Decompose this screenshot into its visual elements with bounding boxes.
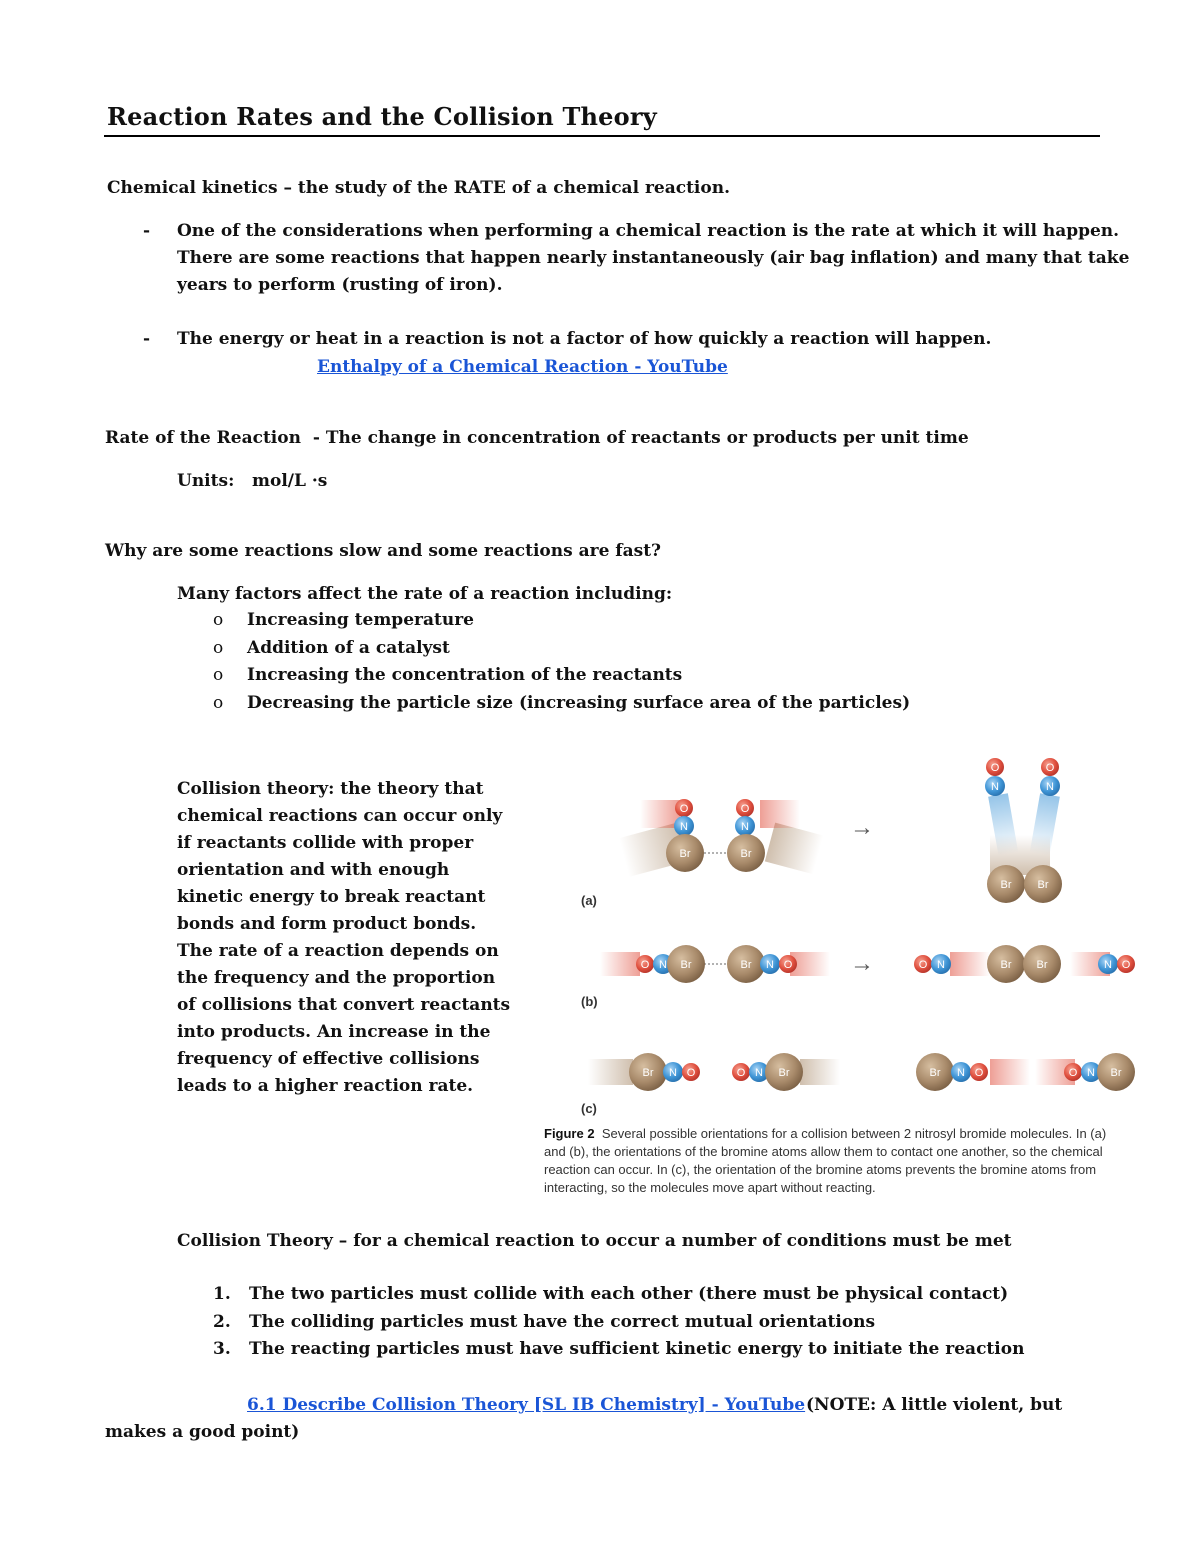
atom-label: Br <box>680 959 692 971</box>
atom-label: N <box>991 781 999 793</box>
atom-label: O <box>686 1067 696 1079</box>
kinetics-definition: Chemical kinetics – the study of the RATE of a chemical reaction. <box>107 178 731 198</box>
panel-label: (b) <box>581 994 598 1009</box>
atom-label: N <box>659 959 667 971</box>
caption-line: and (b), the orientations of the bromine atoms allow them to contact one another, so the chemical <box>544 1144 1103 1159</box>
page-title: Reaction Rates and the Collision Theory <box>107 102 657 131</box>
reaction-arrow: → <box>850 814 874 841</box>
text-line: frequency of effective collisions <box>177 1049 480 1069</box>
atom-label: N <box>1046 781 1054 793</box>
motion-trail <box>760 800 800 828</box>
text-line: chemical reactions can occur only <box>177 806 503 826</box>
collision-theory-video-link[interactable]: 6.1 Describe Collision Theory [SL IB Chemistry] - YouTube <box>247 1395 806 1415</box>
atom-label: Br <box>642 1067 654 1079</box>
atom-label: Br <box>1036 959 1048 971</box>
kinetics-bullet-1 <box>177 218 1129 299</box>
atom-label: O <box>1045 762 1055 774</box>
figure-caption <box>544 1125 1129 1197</box>
text-line: Collision theory: the theory that <box>177 779 484 799</box>
enthalpy-video-link[interactable]: Enthalpy of a Chemical Reaction - YouTube <box>317 357 728 377</box>
atom-label: Br <box>1110 1067 1122 1079</box>
factors-list <box>177 607 910 717</box>
atom-label: Br <box>740 848 752 860</box>
units-value: mol/L ·s <box>252 471 328 491</box>
text-line: kinetic energy to break reactant <box>177 887 486 907</box>
atom-label: O <box>740 803 750 815</box>
atom-label: O <box>1068 1067 1078 1079</box>
panel-label: (a) <box>581 893 597 908</box>
text-line: of collisions that convert reactants <box>177 995 511 1015</box>
motion-trail <box>950 952 990 976</box>
conditions-list <box>177 1281 1024 1364</box>
atom-label: N <box>669 1067 677 1079</box>
title-underline <box>104 135 1100 137</box>
figure-label: Figure 2 <box>544 1126 595 1141</box>
atom-label: Br <box>929 1067 941 1079</box>
text-line: the frequency and the proportion <box>177 968 496 988</box>
atom-label: O <box>736 1067 746 1079</box>
text-line: years to perform (rusting of iron). <box>177 275 503 295</box>
conditions-heading: Collision Theory – for a chemical reaction to occur a number of conditions must be met <box>177 1231 1012 1251</box>
bullet-dash: - <box>143 329 151 349</box>
atom-label: N <box>766 959 774 971</box>
atom-label: N <box>755 1067 763 1079</box>
reaction-arrow: → <box>850 950 874 977</box>
text-line: The rate of a reaction depends on <box>177 941 499 961</box>
motion-trail <box>640 800 680 828</box>
note-text-continued: makes a good point) <box>105 1422 300 1442</box>
motion-trail <box>800 1059 840 1085</box>
list-item: 1. The two particles must collide with each other (there must be physical contact) <box>213 1284 1009 1304</box>
panel-b <box>581 945 1135 1009</box>
atom-label: Br <box>1037 879 1049 891</box>
text-line: There are some reactions that happen nearly instantaneously (air bag inflation) and many that take <box>177 248 1130 268</box>
text-line: orientation and with enough <box>177 860 450 880</box>
caption-line: Figure 2 Several possible orientations for a collision between 2 nitrosyl bromide molecules. In (a) <box>544 1126 1107 1141</box>
atom-label: O <box>679 803 689 815</box>
factors-intro: Many factors affect the rate of a reaction including: <box>177 584 673 604</box>
atom-label: Br <box>679 848 691 860</box>
atom-label: Br <box>740 959 752 971</box>
atom-label: O <box>918 959 928 971</box>
motion-trail <box>990 1059 1030 1085</box>
caption-line: interacting, so the molecules move apart without reacting. <box>544 1180 876 1195</box>
atom-label: N <box>741 821 749 833</box>
atom-label: N <box>957 1067 965 1079</box>
motion-trail <box>765 823 824 875</box>
text-line: into products. An increase in the <box>177 1022 491 1042</box>
atom-label: N <box>937 959 945 971</box>
caption-line: reaction can occur. In (c), the orientation of the bromine atoms prevents the bromine atoms from <box>544 1162 1097 1177</box>
atom-label: Br <box>778 1067 790 1079</box>
atom-label: O <box>974 1067 984 1079</box>
atom-label: O <box>640 959 650 971</box>
list-item: o Increasing temperature <box>213 610 474 630</box>
list-item: o Decreasing the particle size (increasing surface area of the particles) <box>213 692 911 713</box>
why-question: Why are some reactions slow and some reactions are fast? <box>105 541 662 561</box>
units-label: Units: <box>177 471 235 491</box>
text-line: One of the considerations when performing a chemical reaction is the rate at which it will happen. <box>177 221 1120 241</box>
rate-label: Rate of the Reaction <box>105 428 301 448</box>
collision-orientation-figure <box>560 745 1160 1125</box>
rate-definition-text: - The change in concentration of reactants or products per unit time <box>312 428 969 448</box>
bullet-dash: - <box>143 221 151 241</box>
motion-trail <box>588 1059 633 1085</box>
collision-theory-paragraph <box>177 776 510 1100</box>
kinetics-bullet-2: The energy or heat in a reaction is not a factor of how quickly a reaction will happen. <box>177 329 992 349</box>
text-line: bonds and form product bonds. <box>177 914 477 934</box>
atom-label: Br <box>1000 879 1012 891</box>
list-item: 3. The reacting particles must have sufficient kinetic energy to initiate the reaction <box>213 1339 1025 1359</box>
panel-a <box>581 758 1062 908</box>
atom-label: O <box>783 959 793 971</box>
atom-label: Br <box>1000 959 1012 971</box>
atom-label: N <box>1087 1067 1095 1079</box>
atom-label: O <box>1121 959 1131 971</box>
list-item: 2. The colliding particles must have the correct mutual orientations <box>213 1311 876 1332</box>
text-line: leads to a higher reaction rate. <box>177 1076 474 1096</box>
note-text: (NOTE: A little violent, but <box>806 1395 1063 1415</box>
atom-label: N <box>1104 959 1112 971</box>
atom-label: N <box>680 821 688 833</box>
text-line: if reactants collide with proper <box>177 833 474 853</box>
list-item: o Increasing the concentration of the reactants <box>213 665 683 685</box>
panel-label: (c) <box>581 1101 597 1116</box>
list-item: o Addition of a catalyst <box>213 637 450 658</box>
atom-label: O <box>990 762 1000 774</box>
motion-trail <box>600 952 640 976</box>
rate-definition <box>105 425 969 452</box>
panel-c <box>581 1053 1135 1116</box>
